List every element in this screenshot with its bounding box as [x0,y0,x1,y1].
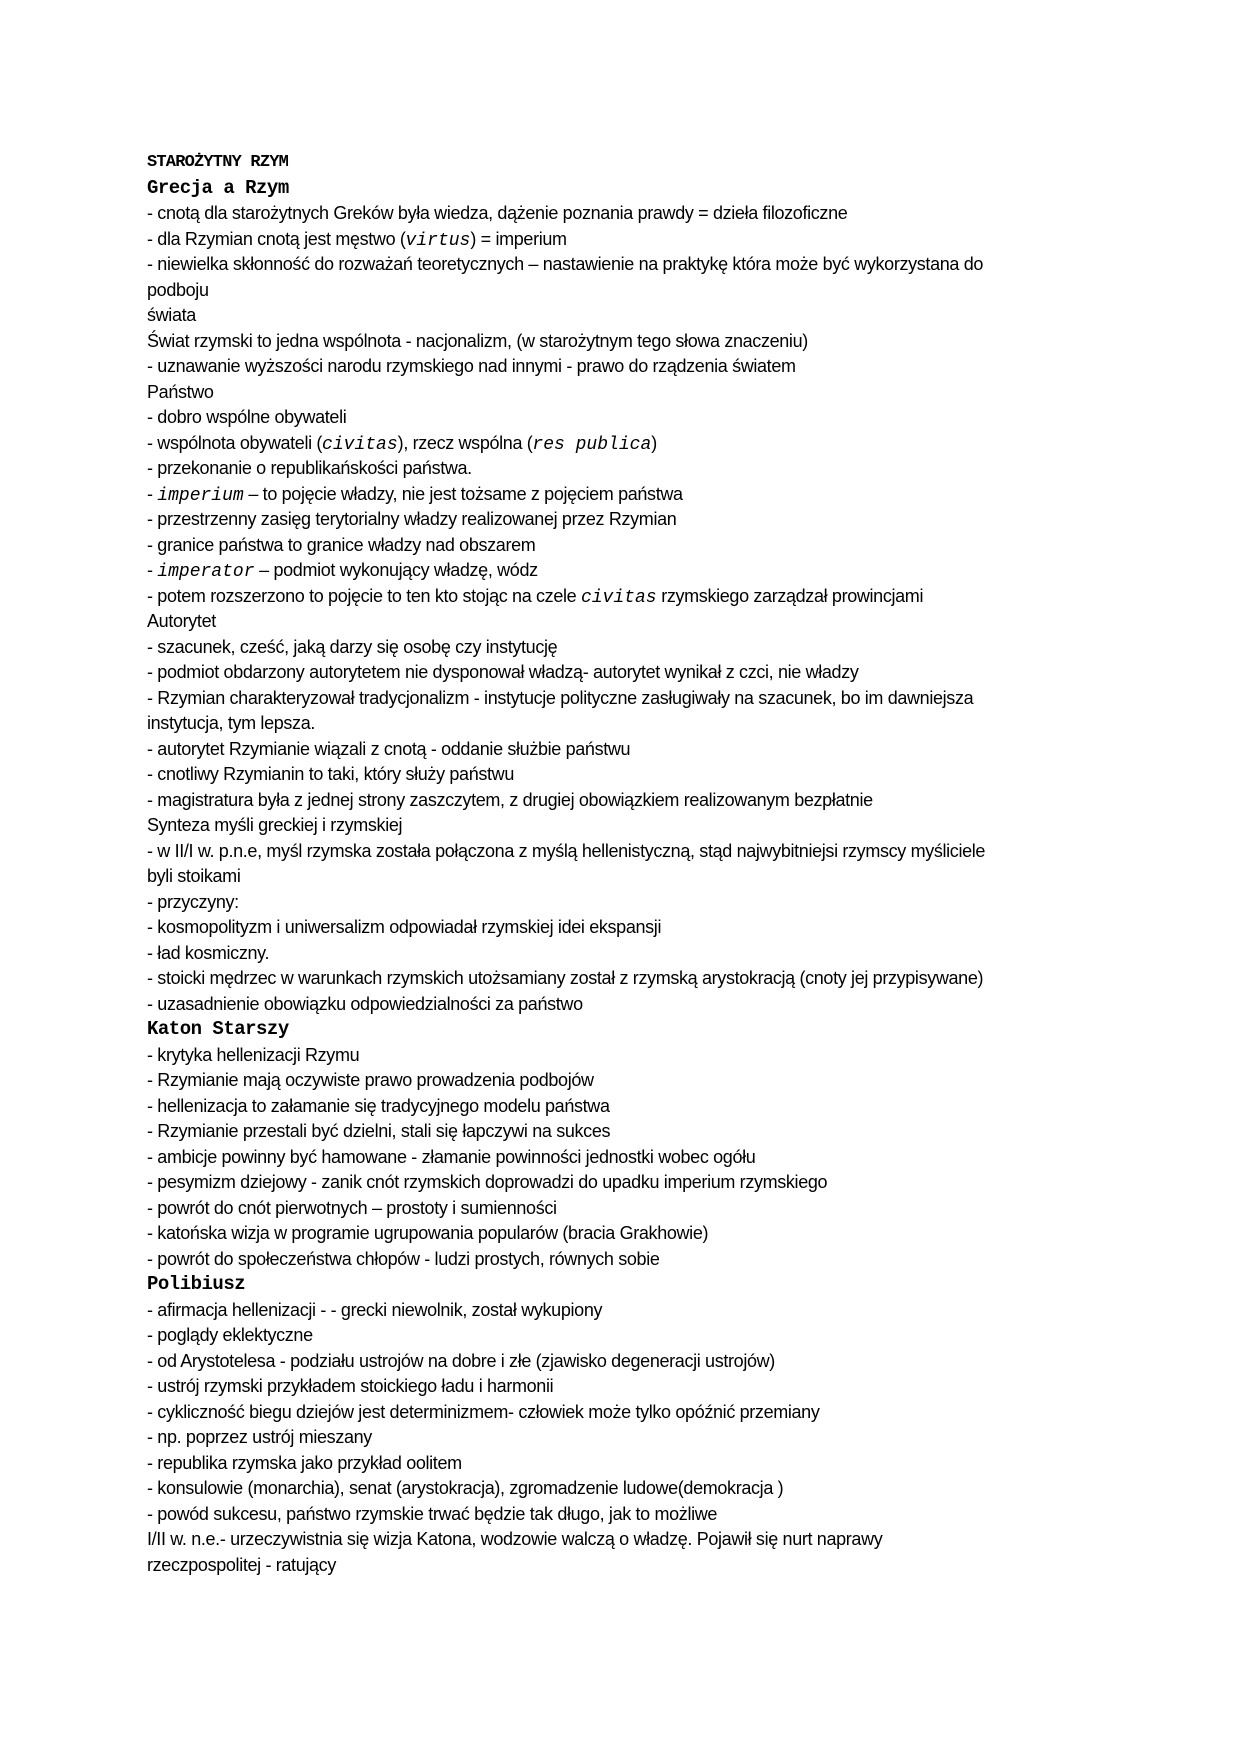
text-segment: - cykliczność biegu dziejów jest determinizmem- człowiek może tylko opóźnić przemiany [147,1401,820,1422]
latin-term: imperator [157,562,255,582]
text-line [147,890,1107,916]
text-line [147,1476,1107,1502]
text-segment: - [147,560,158,580]
text-segment: rzeczpospolitej - ratujący [147,1554,336,1575]
text-segment: Świat rzymski to jedna wspólnota - nacjonalizm, (w starożytnym tego słowa znaczeniu) [147,330,808,351]
text-segment: Polibiusz [147,1273,246,1295]
text-line [147,1553,1107,1579]
text-segment: - granice państwa to granice władzy nad obszarem [147,534,536,555]
text-line [147,584,1107,610]
text-segment: - magistratura była z jednej strony zaszczytem, z drugiej obowiązkiem realizowanym bezpłatnie [147,789,873,810]
text-segment: Państwo [147,381,214,402]
text-line [147,303,1107,329]
text-line [147,1196,1107,1222]
text-segment: - republika rzymska jako przykład oolitem [147,1452,462,1473]
text-line [147,992,1107,1018]
text-line [147,1094,1107,1120]
latin-term: civitas [322,434,398,455]
latin-term: civitas [580,587,657,608]
text-segment: - afirmacja hellenizacji - - grecki niewolnik, został wykupiony [147,1299,603,1320]
text-line [147,1400,1107,1426]
text-segment: - Rzymianie przestali być dzielni, stali się łapczywi na sukces [147,1121,611,1141]
text-segment: - potem rozszerzono to pojęcie to ten kto stojąc na czele [147,585,581,606]
text-line [147,1068,1107,1094]
text-line [147,1527,1107,1553]
text-segment: - krytyka hellenizacji Rzymu [147,1044,360,1065]
text-segment: - w II/I w. p.n.e, myśl rzymska została połączona z myślą hellenistyczną, stąd najwybitniejsi rzymscy myśliciele [147,840,986,861]
text-segment: instytucja, tym lepsza. [147,713,316,733]
text-line [147,1502,1107,1528]
text-segment: - powrót do cnót pierwotnych – prostoty i sumienności [147,1197,557,1218]
text-line [147,1170,1107,1196]
text-line [147,711,1107,737]
text-segment: - szacunek, cześć, jaką darzy się osobę czy instytucję [147,636,558,657]
text-line [147,1349,1107,1375]
text-segment: - cnotliwy Rzymianin to taki, który służy państwu [147,764,514,784]
text-segment: - przestrzenny zasięg terytorialny władzy realizowanej przez Rzymian [147,509,677,529]
text-line [147,201,1107,227]
text-segment: – podmiot wykonujący władzę, wódz [254,560,538,580]
text-segment: - kosmopolityzm i uniwersalizm odpowiadał rzymskiej idei ekspansji [147,917,662,937]
text-line [147,609,1107,635]
text-segment: - wspólnota obywateli ( [147,432,323,453]
text-line [147,941,1107,967]
text-line [147,1119,1107,1145]
text-line [147,1145,1107,1171]
text-segment: - niewielka skłonność do rozważań teoretycznych – nastawienie na praktykę która może być wykorzystana do [147,254,984,274]
text-segment: ), rzecz wspólna ( [397,432,533,453]
section-heading [147,176,1107,202]
text-line [147,278,1107,304]
text-segment: - [147,483,158,504]
text-segment: Katon Starszy [147,1018,289,1040]
text-segment: Grecja a Rzym [147,176,289,199]
text-line [147,1298,1107,1324]
text-segment: - uznawanie wyższości narodu rzymskiego nad innymi - prawo do rządzenia światem [147,356,796,376]
text-line [147,1221,1107,1247]
text-segment: - pesymizm dziejowy - zanik cnót rzymskich doprowadzi do upadku imperium rzymskiego [147,1172,828,1192]
text-segment: - Rzymian charakteryzował tradycjonalizm - instytucje polityczne zasługiwały na szacunek, bo im dawniejsza [147,687,974,708]
text-segment: Synteza myśli greckiej i rzymskiej [147,815,403,835]
text-segment: - stoicki mędrzec w warunkach rzymskich utożsamiany został z rzymską arystokracją (cnoty jej przypisywane) [147,968,984,988]
text-line [147,558,1107,584]
text-line [147,966,1107,992]
latin-term: imperium [157,485,244,506]
text-segment: - ustrój rzymski przykładem stoickiego ładu i harmonii [147,1376,554,1396]
text-segment: - konsulowie (monarchia), senat (arystokracja), zgromadzenie ludowe(demokracja ) [147,1478,784,1498]
text-segment: - cnotą dla starożytnych Greków była wiedza, dążenie poznania prawdy = dzieła filozoficzne [147,203,848,223]
text-segment: - powód sukcesu, państwo rzymskie trwać będzie tak długo, jak to możliwe [147,1503,718,1524]
text-segment: - hellenizacja to załamanie się tradycyjnego modelu państwa [147,1095,610,1116]
text-line [147,431,1107,457]
text-line [147,252,1107,278]
text-segment: - autorytet Rzymianie wiązali z cnotą - oddanie służbie państwu [147,738,631,759]
text-segment: - ambicje powinny być hamowane - złamanie powinności jednostki wobec ogółu [147,1146,756,1167]
text-segment: - powrót do społeczeństwa chłopów - ludzi prostych, równych sobie [147,1248,660,1269]
text-line [147,533,1107,559]
text-line [147,737,1107,763]
text-line [147,762,1107,788]
text-segment: rzymskiego zarządzał prowincjami [656,585,924,606]
section-heading [147,1272,1107,1298]
document-page [147,150,1107,1578]
text-segment: - podmiot obdarzony autorytetem nie dysponował władzą- autorytet wynikał z czci, nie władzy [147,662,859,682]
text-segment: - przekonanie o republikańskości państwa. [147,458,472,478]
text-segment: ) [651,432,657,453]
text-line [147,635,1107,661]
text-segment: byli stoikami [147,866,241,886]
latin-term: virtus [405,230,471,251]
text-line [147,1247,1107,1273]
text-segment: Autorytet [147,611,216,631]
text-segment: I/II w. n.e.- urzeczywistnia się wizja Katona, wodzowie walczą o władzę. Pojawił się nurt naprawy [147,1529,883,1549]
text-line [147,788,1107,814]
text-segment: - poglądy eklektyczne [147,1325,313,1345]
text-line [147,864,1107,890]
text-line [147,813,1107,839]
text-line [147,456,1107,482]
text-segment: ) = imperium [470,228,567,249]
text-line [147,507,1107,533]
text-segment: - katońska wizja w programie ugrupowania popularów (bracia Grakhowie) [147,1223,709,1243]
text-line [147,354,1107,380]
text-line [147,1374,1107,1400]
text-line [147,1425,1107,1451]
text-segment: - przyczyny: [147,891,239,912]
text-segment: - uzasadnienie obowiązku odpowiedzialności za państwo [147,993,583,1014]
text-segment: – to pojęcie władzy, nie jest tożsame z pojęciem państwa [243,483,683,504]
text-segment: STAROŻYTNY RZYM [147,153,289,172]
text-line [147,405,1107,431]
section-heading [147,150,1107,176]
text-line [147,329,1107,355]
text-line [147,482,1107,508]
text-line [147,660,1107,686]
text-segment: - dla Rzymian cnotą jest męstwo ( [147,228,406,249]
text-segment: - ład kosmiczny. [147,942,270,963]
text-segment: świata [147,305,196,325]
section-heading [147,1017,1107,1043]
text-line [147,1043,1107,1069]
text-line [147,839,1107,865]
text-line [147,227,1107,253]
text-line [147,915,1107,941]
text-segment: podboju [147,279,209,300]
text-line [147,1451,1107,1477]
text-segment: - dobro wspólne obywateli [147,407,347,427]
text-segment: - Rzymianie mają oczywiste prawo prowadzenia podbojów [147,1070,594,1090]
text-line [147,380,1107,406]
text-line [147,686,1107,712]
text-segment: - np. poprzez ustrój mieszany [147,1427,372,1447]
latin-term: res publica [532,434,652,455]
text-line [147,1323,1107,1349]
text-segment: - od Arystotelesa - podziału ustrojów na dobre i złe (zjawisko degeneracji ustrojów) [147,1350,775,1371]
